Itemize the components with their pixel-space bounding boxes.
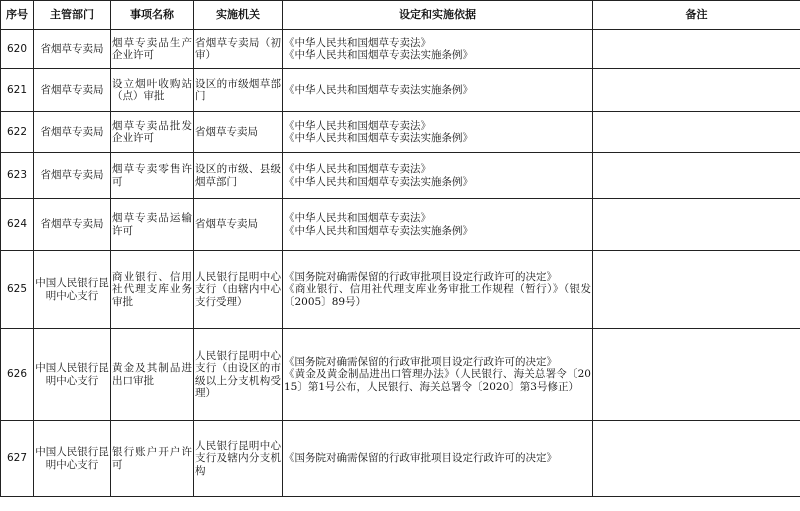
row-no: 623 (1, 153, 34, 199)
row-item: 商业银行、信用社代理支库业务审批 (111, 251, 194, 329)
row-org: 人民银行昆明中心支行（由辖内中心支行受理） (194, 251, 283, 329)
basis-line: 《中华人民共和国烟草专卖法》 (284, 36, 431, 49)
row-remark (593, 153, 800, 199)
row-remark (593, 251, 800, 329)
row-item: 黄金及其制品进出口审批 (111, 329, 194, 421)
table-row (1, 153, 800, 199)
row-basis (283, 421, 593, 497)
basis-line: 《中华人民共和国烟草专卖法》 (284, 163, 431, 175)
row-org: 设区的市级、县级烟草部门 (194, 153, 283, 199)
row-dept: 中国人民银行昆明中心支行 (34, 251, 111, 329)
basis-line: 《商业银行、信用社代理支库业务审批工作规程（暂行）》（银发〔2005〕89号） (284, 283, 591, 308)
table-row (1, 199, 800, 251)
header-row (1, 1, 800, 30)
row-no: 622 (1, 112, 34, 153)
row-no: 627 (1, 421, 34, 497)
row-basis (283, 112, 593, 153)
row-org: 人民银行昆明中心支行（由设区的市级以上分支机构受理） (194, 329, 283, 421)
row-dept: 省烟草专卖局 (34, 153, 111, 199)
table-row (1, 30, 800, 69)
basis-line: 《国务院对确需保留的行政审批项目设定行政许可的决定》 (284, 452, 557, 465)
row-basis (283, 153, 593, 199)
header-no: 序号 (1, 1, 34, 30)
row-basis (283, 199, 593, 251)
row-remark (593, 329, 800, 421)
row-org: 省烟草专卖局 (194, 199, 283, 251)
row-org: 设区的市级烟草部门 (194, 69, 283, 112)
row-basis (283, 30, 593, 69)
table-row (1, 421, 800, 497)
row-no: 626 (1, 329, 34, 421)
header-item: 事项名称 (111, 1, 194, 30)
basis-line: 《中华人民共和国烟草专卖法实施条例》 (284, 132, 473, 144)
basis-line: 《中华人民共和国烟草专卖法实施条例》 (284, 175, 473, 188)
basis-line: 《中华人民共和国烟草专卖法实施条例》 (284, 83, 473, 96)
row-org: 省烟草专卖局 (194, 112, 283, 153)
row-dept: 中国人民银行昆明中心支行 (34, 329, 111, 421)
row-dept: 中国人民银行昆明中心支行 (34, 421, 111, 497)
row-org: 省烟草专卖局（初审） (194, 30, 283, 69)
row-remark (593, 30, 800, 69)
basis-line: 《国务院对确需保留的行政审批项目设定行政许可的决定》 (284, 270, 557, 283)
header-remark: 备注 (593, 1, 800, 30)
row-no: 625 (1, 251, 34, 329)
basis-line: 《中华人民共和国烟草专卖法》 (284, 119, 431, 132)
row-no: 621 (1, 69, 34, 112)
row-item: 烟草专卖品批发企业许可 (111, 112, 194, 153)
row-no: 620 (1, 30, 34, 69)
header-basis: 设定和实施依据 (283, 1, 593, 30)
row-remark (593, 112, 800, 153)
row-item: 烟草专卖零售许可 (111, 153, 194, 199)
header-org: 实施机关 (194, 1, 283, 30)
row-item: 烟草专卖品运输许可 (111, 199, 194, 251)
row-basis (283, 329, 593, 421)
header-dept: 主管部门 (34, 1, 111, 30)
table-row (1, 329, 800, 421)
basis-line: 《中华人民共和国烟草专卖法实施条例》 (284, 224, 473, 237)
basis-line: 《黄金及黄金制品进出口管理办法》（人民银行、海关总署令〔2015〕第1号公布，人民银行、海关总署令〔2020〕第3号修正） (284, 368, 591, 393)
basis-line: 《中华人民共和国烟草专卖法实施条例》 (284, 49, 473, 61)
row-item: 烟草专卖品生产企业许可 (111, 30, 194, 69)
row-remark (593, 199, 800, 251)
table-row (1, 69, 800, 112)
table-row (1, 251, 800, 329)
row-item: 银行账户开户许可 (111, 421, 194, 497)
row-org: 人民银行昆明中心支行及辖内分支机构 (194, 421, 283, 497)
row-remark (593, 69, 800, 112)
row-no: 624 (1, 199, 34, 251)
row-dept: 省烟草专卖局 (34, 69, 111, 112)
row-basis (283, 69, 593, 112)
basis-line: 《中华人民共和国烟草专卖法》 (284, 212, 431, 224)
row-remark (593, 421, 800, 497)
row-dept: 省烟草专卖局 (34, 30, 111, 69)
row-item: 设立烟叶收购站（点）审批 (111, 69, 194, 112)
row-dept: 省烟草专卖局 (34, 199, 111, 251)
row-basis (283, 251, 593, 329)
row-dept: 省烟草专卖局 (34, 112, 111, 153)
table-row (1, 112, 800, 153)
basis-line: 《国务院对确需保留的行政审批项目设定行政许可的决定》 (284, 355, 557, 368)
